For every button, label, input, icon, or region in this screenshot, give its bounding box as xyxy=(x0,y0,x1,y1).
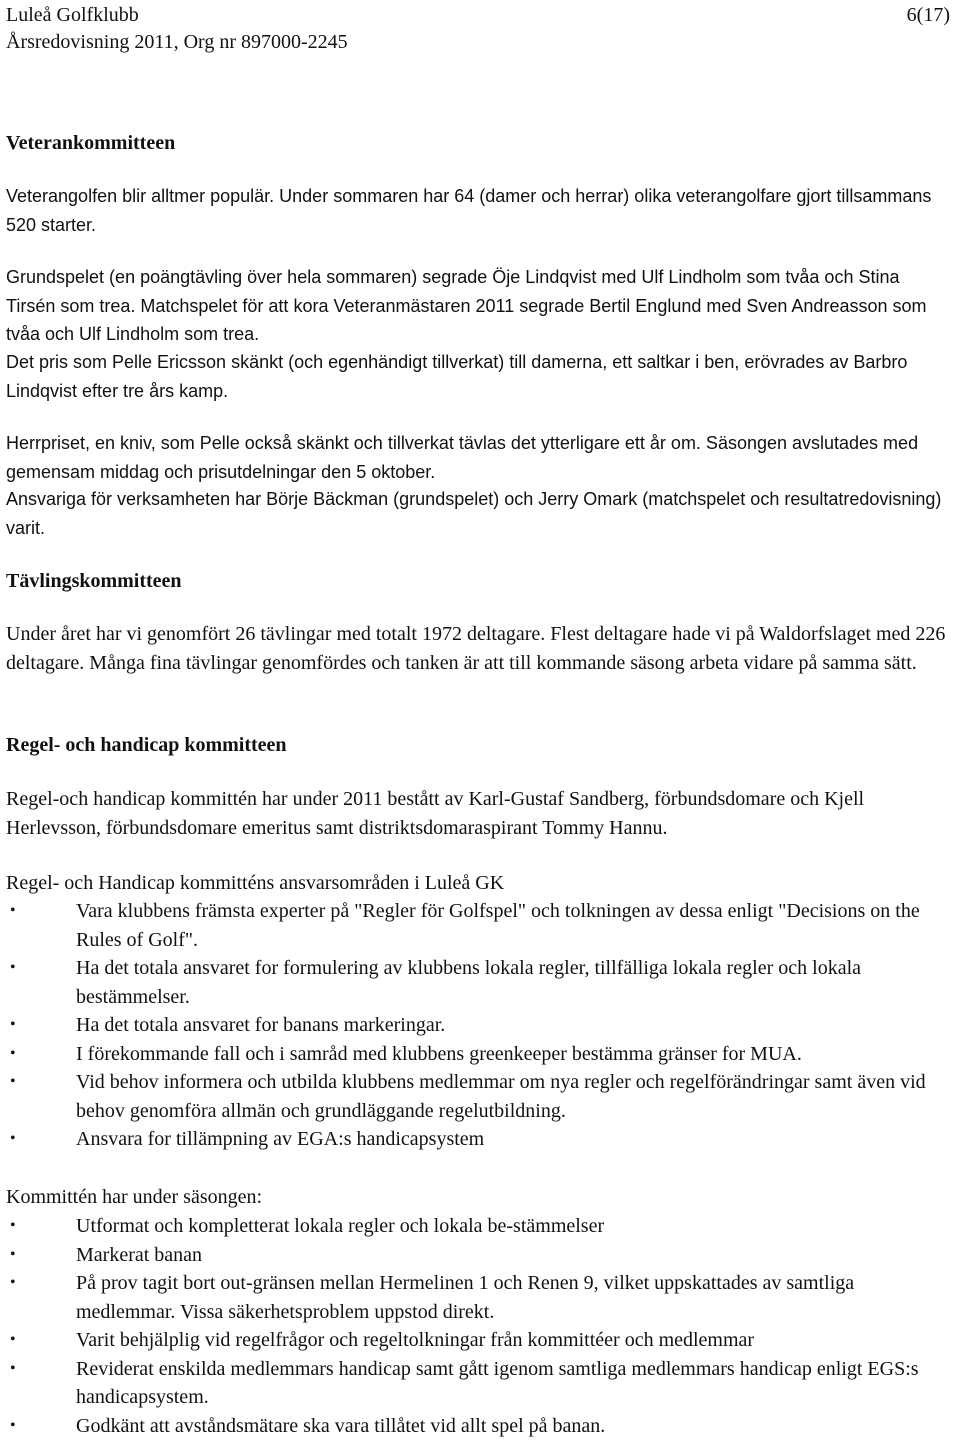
bullet-icon: • xyxy=(10,1073,16,1090)
regel-paragraph-1: Regel-och handicap kommittén har under 2011 bestått av Karl-Gustaf Sandberg, förbundsdomare och Kjell Herlevsson, förbundsdomare emeritus samt distriktsdomaraspirant Tommy Hannu. xyxy=(6,788,865,839)
tavling-paragraph-1: Under året har vi genomfört 26 tävlingar med totalt 1972 deltagare. Flest deltagare hade vi på Waldorfslaget med 226 deltagare. Många fina tävlingar genomfördes och tanken är att till kommande säsong arbeta vidare på samma sätt. xyxy=(6,623,946,674)
regel-areas-intro: Regel- och Handicap kommitténs ansvarsområden i Luleå GK xyxy=(6,872,505,894)
veteran-paragraph-4: Herrpriset, en kniv, som Pelle också skänkt och tillverkat tävlas det ytterligare ett år om. Säsongen avslutades med gemensam middag och prisutdelningar den 5 oktober. xyxy=(6,433,919,482)
list-item: • På prov tagit bort out-gränsen mellan Hermelinen 1 och Renen 9, vilket uppskattades av samtliga medlemmar. Vissa säkerhetsproblem uppstod direkt. xyxy=(6,1269,952,1326)
veteran-paragraph-2: Grundspelet (en poängtävling över hela sommaren) segrade Öje Lindqvist med Ulf Lindholm som tvåa och Stina Tirsén som trea. Matchspelet för att kora Veteranmästaren 2011 segrade Bertil Englund med Sven Andreasson som tvåa och Ulf Lindholm som trea. xyxy=(6,267,927,344)
bullet-icon: • xyxy=(10,1416,16,1434)
veteran-paragraph-1: Veterangolfen blir alltmer populär. Under sommaren har 64 (damer och herrar) olika veterangolfare gjort tillsammans 520 starter. xyxy=(6,186,932,235)
bullet-icon: • xyxy=(10,959,16,976)
list-item: • Ha det totala ansvaret for formulering av klubbens lokala regler, tillfälliga lokala regler och lokala bestämmelser. xyxy=(6,954,952,1011)
list-item: • Ansvara for tillämpning av EGA:s handicapsystem xyxy=(6,1125,952,1154)
list-item: • I förekommande fall och i samråd med klubbens greenkeeper bestämma gränser for MUA. xyxy=(6,1040,952,1069)
bullet-icon: • xyxy=(10,1016,16,1033)
list-item: • Ha det totala ansvaret for banans markeringar. xyxy=(6,1011,952,1040)
bullet-icon: • xyxy=(10,1245,16,1263)
heading-tavlingskommitteen: Tävlingskommitteen xyxy=(6,570,182,592)
veteran-paragraph-3: Det pris som Pelle Ericsson skänkt (och egenhändigt tillverkat) till damerna, ett saltkar i ben, erövrades av Barbro Lindqvist efter tre års kamp. xyxy=(6,352,908,401)
list-item: • Vid behov informera och utbilda klubbens medlemmar om nya regler och regelförändringar samt även vid behov genomföra allmän och grundläggande regelutbildning. xyxy=(6,1068,952,1125)
list-item: • Utformat och kompletterat lokala regler och lokala be-stämmelser xyxy=(6,1212,952,1241)
bullet-icon: • xyxy=(10,1044,16,1062)
list-item: • Vara klubbens främsta experter på "Regler för Golfspel" och tolkningen av dessa enligt "Decisions on the Rules of Golf". xyxy=(6,897,952,954)
list-item: • Godkänt att avståndsmätare ska vara tillåtet vid allt spel på banan. xyxy=(6,1412,952,1441)
list-item: • Varit behjälplig vid regelfrågor och regeltolkningar från kommittéer och medlemmar xyxy=(6,1326,952,1355)
page-number: 6(17) xyxy=(906,4,950,26)
document-page xyxy=(6,0,954,1444)
season-intro: Kommittén har under säsongen: xyxy=(6,1186,263,1208)
list-item: • Markerat banan xyxy=(6,1241,952,1270)
bullet-icon: • xyxy=(10,1359,16,1377)
bullet-icon: • xyxy=(10,902,16,919)
bullet-icon: • xyxy=(10,1217,16,1234)
heading-veterankommitteen: Veterankommitteen xyxy=(6,132,176,154)
regel-areas-list xyxy=(6,897,952,1154)
list-item: • Reviderat enskilda medlemmars handicap samt gått igenom samtliga medlemmars handicap enligt EGS:s handicapsystem. xyxy=(6,1355,952,1412)
bullet-icon: • xyxy=(10,1130,16,1147)
bullet-icon: • xyxy=(10,1331,16,1348)
header-report-line: Årsredovisning 2011, Org nr 897000-2245 xyxy=(6,31,348,53)
veteran-paragraph-5: Ansvariga för verksamheten har Börje Bäckman (grundspelet) och Jerry Omark (matchspelet och resultatredovisning) varit. xyxy=(6,489,942,538)
bullet-icon: • xyxy=(10,1274,16,1291)
season-list xyxy=(6,1212,952,1440)
header-org-name: Luleå Golfklubb xyxy=(6,4,139,26)
heading-regel-handicap: Regel- och handicap kommitteen xyxy=(6,734,287,756)
